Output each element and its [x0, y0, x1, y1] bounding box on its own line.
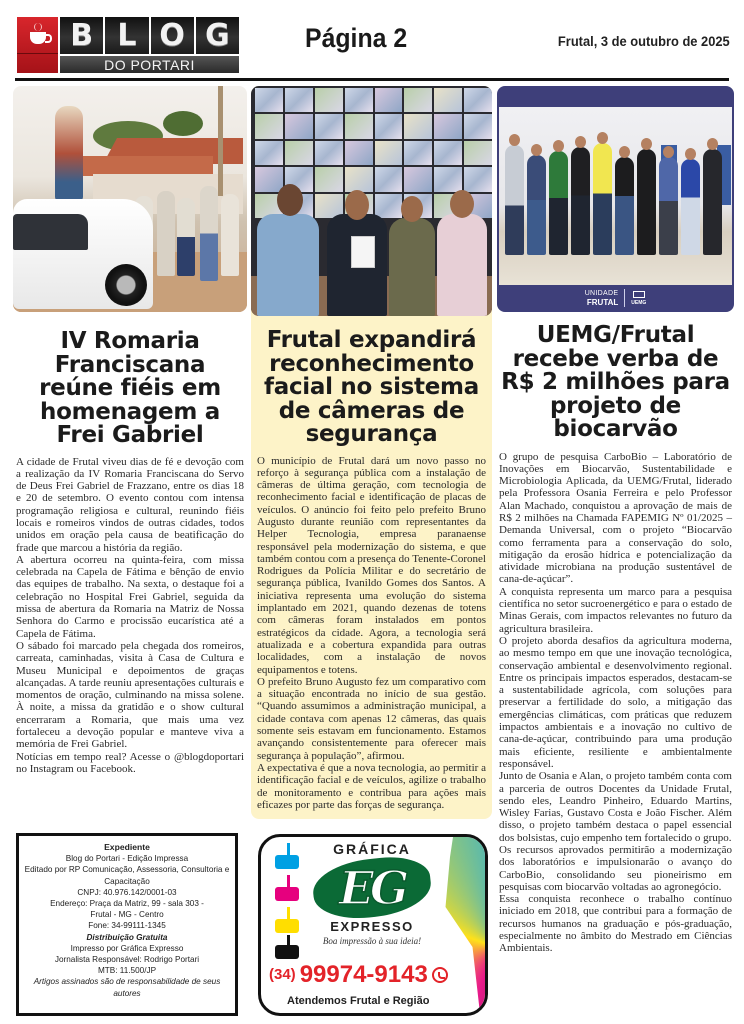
- paragraph: Os recursos aprovados permitirão a modernização dos laboratórios e impulsionarão o avanço do CarboBio, consolidando seu pioneirismo em pesquisas com biocarvão voltadas ao agronegócio.: [499, 844, 732, 893]
- unit-name: FRUTAL: [586, 297, 619, 307]
- paragraph: O município de Frutal dará um novo passo no reforço à segurança pública com a instalação de câmeras de última geração, com tecnologia de reconhecimento facial e identificação de placas de veículos. O anúncio foi feito pelo prefeito Bruno Augusto durante reunião com representantes da Helper Tecnologia, empresa paranaense responsável pela modernização do sistema, e que também contou com a presença do Tenente-Coronel Rodrigues da Polícia Militar e do secretário de segurança pública, Ivanildo Gomes dos Santos. A iniciativa representa uma evolução do sistema implantado em 2021, quando dezenas de totens com câmeras foram instalados em pontos estratégicos da cidade. Agora, a tecnologia será atualizada e a cobertura expandida para outras localidades, com a instalação de novos equipamentos e totens.: [257, 454, 486, 676]
- phone-number: 99974-9143: [299, 961, 428, 988]
- page-title: Página 2: [305, 23, 408, 53]
- ad-region: Atendemos Frutal e Região: [287, 995, 430, 1007]
- paragraph: Essa conquista reconhece o trabalho contínuo iniciado em 2018, que contribui para a formação de recursos humanos na graduação e pós-graduação, especialmente no âmbito do Mestrado em Ciências Ambientais.: [499, 893, 732, 955]
- headline: UEMG/Frutal recebe verba de R$ 2 milhões para projeto de biocarvão: [501, 322, 730, 442]
- uemg-logo: [631, 291, 646, 306]
- headline: Frutal expandirá reconhecimento facial no sistema de câmeras de segurança: [264, 327, 479, 447]
- magenta-paint-bucket-icon: [275, 887, 299, 901]
- paragraph: O sábado foi marcado pela chegada dos romeiros, carreata, caminhadas, visita à Casa de Cultura e Museu Municipal e depoimentos de graças alcançadas. A tarde reuniu apresentações culturais e momentos de oração, culminando na missa solene. À noite, a missa da gratidão e o show cultural encerraram a Romaria, que mais uma vez fortaleceu a devoção popular e manteve viva a memória de Frei Gabriel.: [16, 639, 244, 751]
- paragraph: A abertura ocorreu na quinta-feira, com missa celebrada na Capela de Fátima e bênção de envio das equipes de trabalho. Na sexta, o destaque foi a celebração no Hospital Frei Gabriel, seguida da missa de abertura da Romaria na Matriz de Nossa Senhora do Carmo e procissão eucarística até a Capela de Fátima.: [16, 553, 244, 640]
- article-body: [251, 455, 492, 812]
- logo-letter: L: [105, 17, 148, 54]
- ad-brand-block: [307, 841, 437, 947]
- article-body: [13, 456, 247, 776]
- logo-letter: B: [60, 17, 103, 54]
- paragraph: A conquista representa um marco para a pesquisa científica no setor sucroenergético e para o estado de Minas Gerais, com impactos relevantes no futuro da agricultura brasileira.: [499, 585, 732, 635]
- monitoring-center-photo: [251, 86, 492, 316]
- expediente-disclaimer: Artigos assinados são de responsabilidade de seus autores: [33, 977, 221, 998]
- institution-name: UEMG: [631, 299, 647, 306]
- whatsapp-icon: [432, 967, 448, 983]
- expediente-cnpj: CNPJ: 40.976.142/0001-03: [77, 887, 177, 897]
- logo-cup-block: [17, 17, 58, 73]
- expediente-phone: Fone: 34-99111-1345: [88, 921, 166, 931]
- edition-date: Frutal, 3 de outubro de 2025: [558, 33, 730, 49]
- yellow-paint-bucket-icon: [275, 919, 299, 933]
- highlight-panel: [251, 86, 492, 819]
- procession-photo: [13, 86, 247, 312]
- headline: IV Romaria Franciscana reúne fiéis em homenagem a Frei Gabriel: [39, 328, 221, 448]
- expediente-mtb: MTB: 11.500/JP: [97, 966, 157, 976]
- paragraph: Notícias em tempo real? Acesse o @blogdoportari no Instagram ou Facebook.: [16, 750, 244, 775]
- signed-document: [351, 236, 375, 268]
- article-romaria: [13, 86, 247, 775]
- unit-caption: [497, 285, 734, 311]
- article-reconhecimento: [251, 86, 492, 819]
- research-group-photo: [497, 86, 734, 312]
- unit-label: UNIDADE: [584, 289, 619, 297]
- paragraph: O prefeito Bruno Augusto fez um comparativo com a situação encontrada no início de sua gestão. “Quando assumimos a administração municipal, a cidade contava com apenas 12 câmeras, das quais somente seis estavam em funcionamento. Estamos avançando consistentemente para oferecer mais segurança à população”, afirmou.: [257, 675, 486, 762]
- article-body: [497, 451, 734, 955]
- expediente-line: Editado por RP Comunicação, Assessoria, Consultoria e Capacitação: [24, 865, 230, 886]
- paragraph: A expectativa é que a nova tecnologia, ao permitir a identificação facial e de veículos, agilize o trabalho de monitoramento e contribua para ações mais eficazes por parte das forças de segurança.: [257, 761, 486, 811]
- phone-area-code: (34): [269, 966, 296, 983]
- expediente-address: Endereço: Praça da Matriz, 99 - sala 303 -: [50, 899, 204, 909]
- eg-logo-letters: EG: [338, 861, 406, 915]
- logo-letter: O: [151, 17, 194, 54]
- paragraph: A cidade de Frutal viveu dias de fé e devoção com a realização da IV Romaria Franciscana do Servo de Deus Frei Gabriel de Frazzano, entre os dias 18 e 20 de setembro. O evento contou com intensa programação religiosa e cultural, reunindo fiéis locais e romeiros vindos de outras cidades, todos unidos em oração pela causa de beatificação do frade que marcou a história da região.: [16, 455, 244, 554]
- article-uemg: [497, 86, 734, 955]
- grafica-expresso-ad: [258, 834, 488, 1016]
- header-divider: [15, 78, 729, 81]
- logo-letter: G: [196, 17, 239, 54]
- blog-logo: [17, 17, 239, 73]
- ad-phone: [269, 961, 448, 989]
- black-paint-bucket-icon: [275, 945, 299, 959]
- saint-statue: [55, 106, 83, 201]
- cyan-paint-bucket-icon: [275, 855, 299, 869]
- expediente-distribution: Distribuição Gratuita: [86, 932, 168, 942]
- paragraph: O projeto aborda desafios da agricultura moderna, ao mesmo tempo em que une inovação tecnológica, conservação ambiental e desenvolvimento regional. Entre os principais impactos esperados, destacam-se a sustentabilidade agrícola, com soluções para preservar a fertilidade do solo, a mitigação das emergências climáticas, com práticas que reduzem impactos ambientais e a inovação no cultivo de cana-de-açúcar, contribuindo para uma produção mais eficiente, resiliente e ambientalmente responsável.: [499, 634, 732, 770]
- expediente-printer: Impresso por Gráfica Expresso: [70, 943, 184, 953]
- expediente-box: [16, 833, 238, 1016]
- logo-subtitle: DO PORTARI: [60, 56, 239, 73]
- brand-top: GRÁFICA: [333, 841, 411, 857]
- paragraph: O grupo de pesquisa CarboBio – Laboratório de Inovações em Biocarvão, Sustentabilidade e Microbiologia Aplicada, da UEMG/Frutal, liderado pela Professora Osania Ferreira e pelo Professor Alan Machado, conquistou a aprovação de mais de R$ 2 milhões na Chamada FAPEMIG Nº 01/2025 – Demanda Universal, com o projeto “Biocarvão como ferramenta para a conservação do solo, mitigação da erosão hídrica e potencialização da atividade microbiana na produção sustentável de cana-de-açúcar”.: [499, 450, 732, 586]
- expediente-line: Blog do Portari - Edição Impressa: [65, 854, 189, 864]
- brand-bottom: EXPRESSO: [330, 919, 414, 934]
- expediente-journalist: Jornalista Responsável: Rodrigo Portari: [54, 955, 200, 965]
- expediente-title: Expediente: [104, 842, 150, 852]
- expediente-address: Frutal - MG - Centro: [90, 910, 164, 920]
- coffee-cup-icon: [30, 32, 46, 44]
- paragraph: Junto de Osania e Alan, o projeto também conta com a parceria de outros Docentes da Unidade Frutal, sendo eles, Leandro Pinheiro, Eduardo Martins, Wisley Farias, Gustavo Costa e João Fischer. Além disso, o projeto também destaca o papel essencial dos bolsistas, cujo empenho tem fortalecido o grupo.: [499, 770, 732, 844]
- ad-slogan: Boa impressão à sua ideia!: [322, 936, 422, 946]
